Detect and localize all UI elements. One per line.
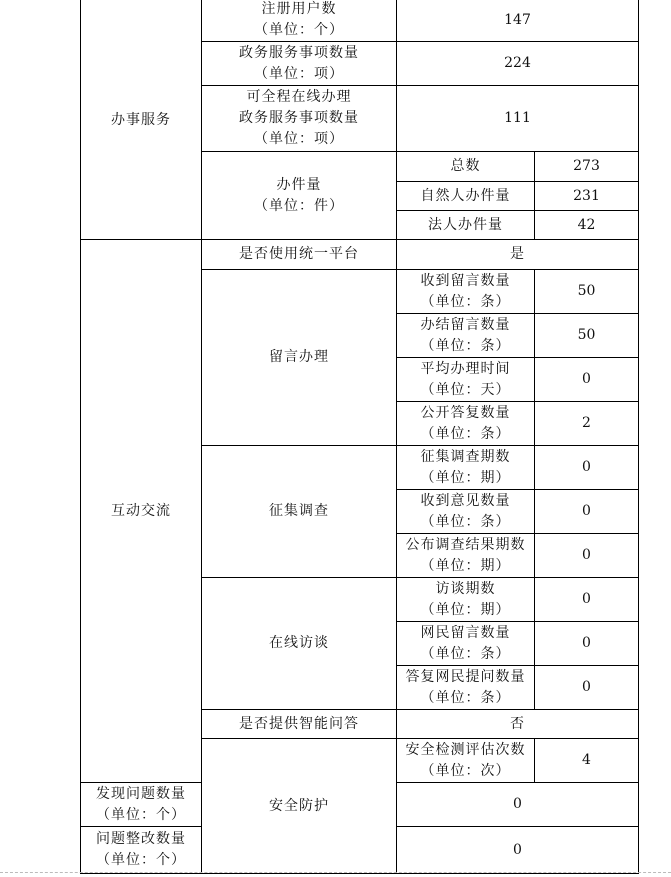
unified-platform-label: 是否使用统一平台 bbox=[202, 240, 397, 270]
registered-users-value: 147 bbox=[397, 0, 639, 42]
cases-total-label: 总数 bbox=[397, 152, 535, 182]
statistics-table bbox=[80, 0, 639, 874]
table-row bbox=[81, 0, 639, 42]
interview-periods-value: 0 bbox=[535, 578, 639, 622]
interview-messages-label: 网民留言数量 （单位：条） bbox=[397, 622, 535, 666]
cases-natural-label: 自然人办件量 bbox=[397, 182, 535, 211]
cases-total-value: 273 bbox=[535, 152, 639, 182]
smart-qa-label: 是否提供智能问答 bbox=[202, 710, 397, 739]
messages-label: 留言办理 bbox=[202, 270, 397, 446]
registered-users-label: 注册用户数 （单位：个） bbox=[202, 0, 397, 42]
messages-concluded-label: 办结留言数量 （单位：条） bbox=[397, 314, 535, 358]
survey-label: 征集调查 bbox=[202, 446, 397, 578]
survey-opinions-label: 收到意见数量 （单位：条） bbox=[397, 490, 535, 534]
issues-found-value: 0 bbox=[397, 783, 639, 827]
page-edge-divider bbox=[0, 872, 671, 873]
cases-natural-value: 231 bbox=[535, 182, 639, 211]
interview-label: 在线访谈 bbox=[202, 578, 397, 710]
messages-received-value: 50 bbox=[535, 270, 639, 314]
messages-public-replies-label: 公开答复数量 （单位：条） bbox=[397, 402, 535, 446]
survey-periods-value: 0 bbox=[535, 446, 639, 490]
interview-answers-value: 0 bbox=[535, 666, 639, 710]
service-items-value: 224 bbox=[397, 42, 639, 86]
issues-found-label: 发现问题数量 （单位：个） bbox=[81, 783, 202, 827]
section-service-title: 办事服务 bbox=[81, 0, 202, 240]
cases-label: 办件量 （单位：件） bbox=[202, 152, 397, 240]
assessments-label: 安全检测评估次数 （单位：次） bbox=[397, 739, 535, 783]
online-items-label: 可全程在线办理 政务服务事项数量 （单位：项） bbox=[202, 86, 397, 152]
messages-public-replies-value: 2 bbox=[535, 402, 639, 446]
service-items-label: 政务服务事项数量 （单位：项） bbox=[202, 42, 397, 86]
survey-results-label: 公布调查结果期数 （单位：期） bbox=[397, 534, 535, 578]
smart-qa-value: 否 bbox=[397, 710, 639, 739]
section-security-title: 安全防护 bbox=[202, 739, 397, 874]
online-items-value: 111 bbox=[397, 86, 639, 152]
survey-opinions-value: 0 bbox=[535, 490, 639, 534]
issues-fixed-value: 0 bbox=[397, 827, 639, 874]
messages-avg-time-label: 平均办理时间 （单位：天） bbox=[397, 358, 535, 402]
section-interaction-title: 互动交流 bbox=[81, 240, 202, 783]
interview-messages-value: 0 bbox=[535, 622, 639, 666]
unified-platform-value: 是 bbox=[397, 240, 639, 270]
issues-fixed-label: 问题整改数量 （单位：个） bbox=[81, 827, 202, 874]
table-row bbox=[81, 240, 639, 270]
assessments-value: 4 bbox=[535, 739, 639, 783]
cases-legal-label: 法人办件量 bbox=[397, 211, 535, 240]
interview-periods-label: 访谈期数 （单位：期） bbox=[397, 578, 535, 622]
survey-results-value: 0 bbox=[535, 534, 639, 578]
messages-received-label: 收到留言数量 （单位：条） bbox=[397, 270, 535, 314]
messages-concluded-value: 50 bbox=[535, 314, 639, 358]
messages-avg-time-value: 0 bbox=[535, 358, 639, 402]
survey-periods-label: 征集调查期数 （单位：期） bbox=[397, 446, 535, 490]
interview-answers-label: 答复网民提问数量 （单位：条） bbox=[397, 666, 535, 710]
cases-legal-value: 42 bbox=[535, 211, 639, 240]
